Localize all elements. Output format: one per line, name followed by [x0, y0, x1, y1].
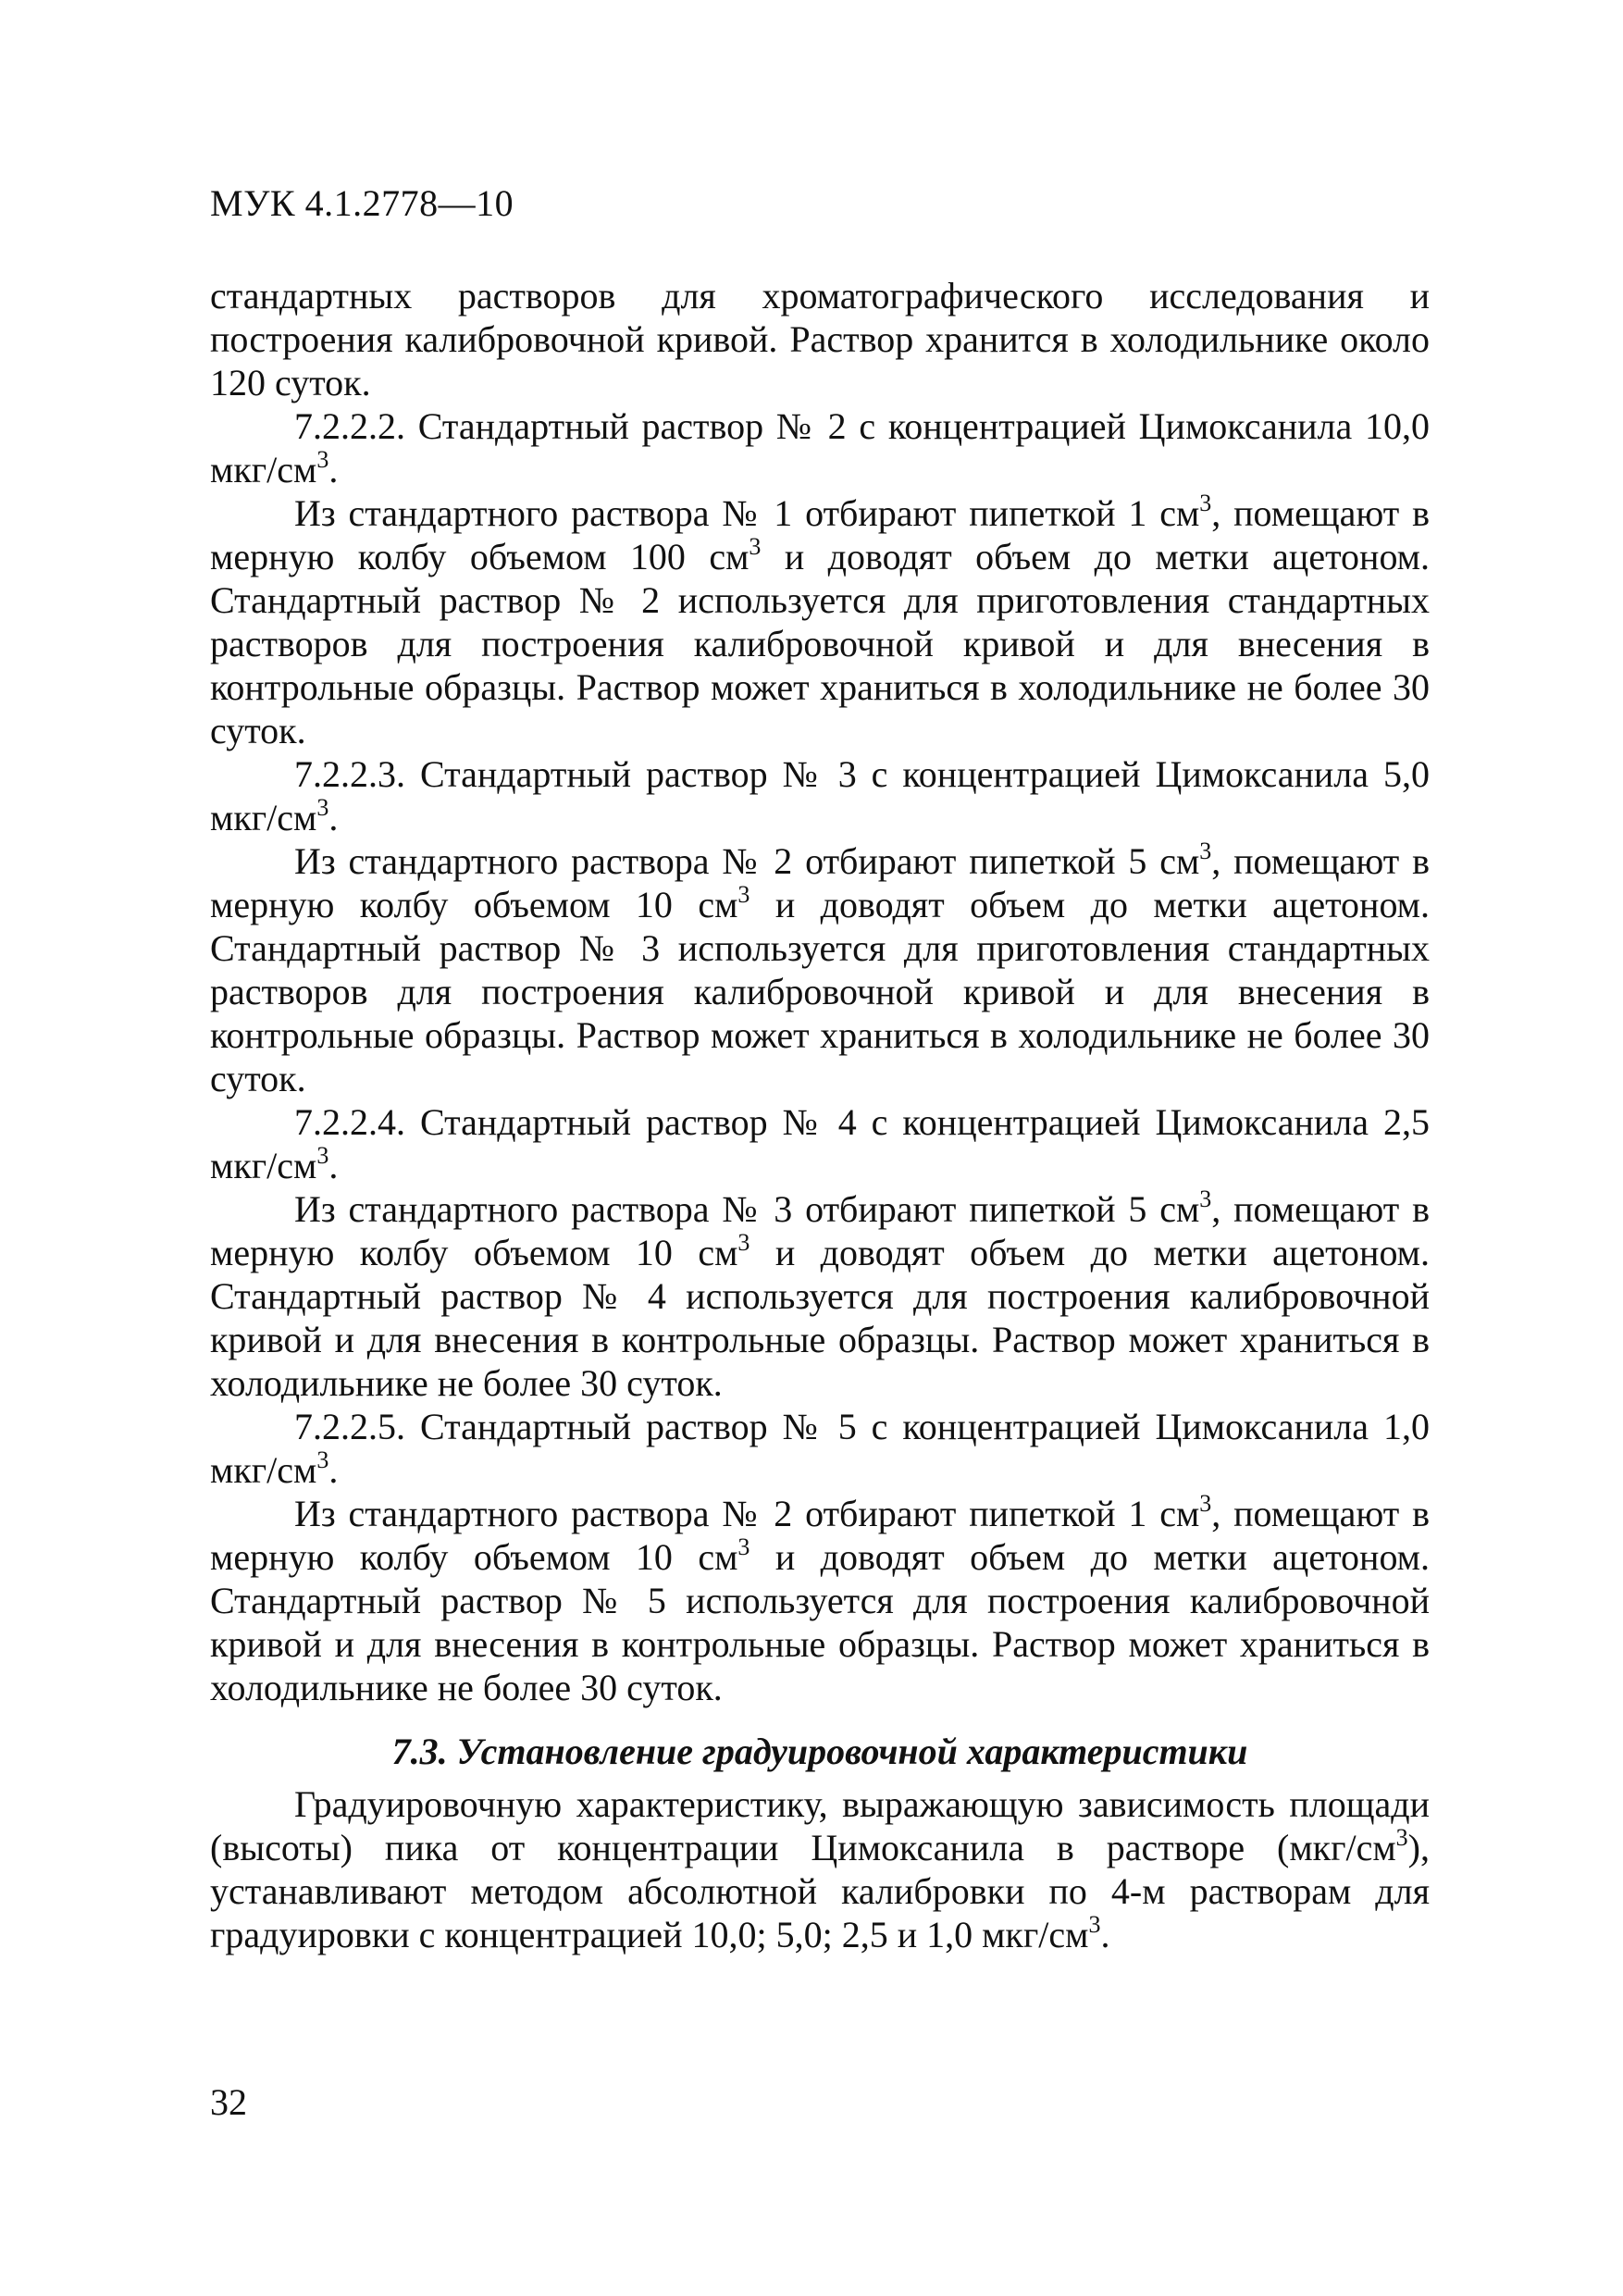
superscript: 3 [316, 1446, 329, 1473]
superscript: 3 [737, 1533, 750, 1560]
subsection-7-2-2-2 [210, 404, 1430, 491]
paragraph-text: Из стандартного раствора № 1 отбирают пипеткой 1 см [294, 492, 1200, 534]
superscript: 3 [316, 793, 329, 821]
superscript: 3 [316, 1141, 329, 1169]
punctuation: . [1100, 1914, 1110, 1955]
superscript: 3 [749, 532, 762, 560]
superscript: 3 [316, 445, 329, 473]
paragraph-continuation [210, 274, 1430, 404]
subsection-text: 7.2.2.3. Стандартный раствор № 3 с концентрацией Цимоксанила 5,0 мкг/см [210, 753, 1430, 838]
paragraph-calibration [210, 1782, 1430, 1956]
paragraph-text: , помещают в мерную колбу объемом 10 см [210, 840, 1430, 925]
paragraph-text: , помещают в мерную колбу объемом 100 см [210, 492, 1430, 577]
paragraph-solution-5 [210, 1489, 1430, 1709]
paragraph-text: , помещают в мерную колбу объемом 10 см [210, 1188, 1430, 1273]
paragraph-text: ), устанавливают методом абсолютной калибровки по 4-м растворам для градуировки с концентрацией 10,0; 5,0; 2,5 и 1,0 мкг/см [210, 1827, 1430, 1955]
paragraph-text: и доводят объем до метки ацетоном. Стандартный раствор № 3 используется для приготовления стандартных растворов для построения калибровочной кривой и для внесения в контрольные образцы. Раствор может храниться в холодильнике не более 30 суток. [210, 884, 1430, 1099]
body-text [210, 274, 1430, 1956]
paragraph-text: Из стандартного раствора № 2 отбирают пипеткой 5 см [294, 840, 1200, 882]
page-number: 32 [210, 2081, 247, 2123]
punctuation: . [328, 449, 339, 490]
paragraph-text: Из стандартного раствора № 3 отбирают пипеткой 5 см [294, 1188, 1200, 1230]
running-head: МУК 4.1.2778—10 [210, 182, 514, 224]
superscript: 3 [737, 880, 750, 908]
subsection-7-2-2-5 [210, 1405, 1430, 1492]
superscript: 3 [737, 1228, 750, 1256]
subsection-text: 7.2.2.5. Стандартный раствор № 5 с концентрацией Цимоксанила 1,0 мкг/см [210, 1406, 1430, 1491]
superscript: 3 [1199, 489, 1212, 516]
superscript: 3 [1199, 1185, 1212, 1212]
section-heading-7-3: 7.3. Установление градуировочной характеристики [391, 1731, 1248, 1772]
paragraph-text: Градуировочную характеристику, выражающую зависимость площади (высоты) пика от концентрации Цимоксанила в растворе (мкг/см [210, 1783, 1430, 1868]
paragraph-text: и доводят объем до метки ацетоном. Стандартный раствор № 5 используется для построения калибровочной кривой и для внесения в контрольные образцы. Раствор может храниться в холодильнике не более 30 суток. [210, 1536, 1430, 1708]
paragraph-solution-3 [210, 839, 1430, 1100]
paragraph-text: и доводят объем до метки ацетоном. Стандартный раствор № 4 используется для построения калибровочной кривой и для внесения в контрольные образцы. Раствор может храниться в холодильнике не более 30 суток. [210, 1232, 1430, 1404]
punctuation: . [328, 797, 339, 838]
superscript: 3 [1395, 1823, 1408, 1851]
paragraph-text: Из стандартного раствора № 2 отбирают пипеткой 1 см [294, 1493, 1200, 1534]
paragraph-text: и доводят объем до метки ацетоном. Стандартный раствор № 2 используется для приготовления стандартных растворов для построения калибровочной кривой и для внесения в контрольные образцы. Раствор может храниться в холодильнике не более 30 суток. [210, 536, 1430, 751]
subsection-7-2-2-4 [210, 1100, 1430, 1187]
subsection-text: 7.2.2.2. Стандартный раствор № 2 с концентрацией Цимоксанила 10,0 мкг/см [210, 405, 1430, 490]
superscript: 3 [1088, 1910, 1101, 1938]
superscript: 3 [1199, 1489, 1212, 1517]
superscript: 3 [1199, 837, 1212, 864]
subsection-7-2-2-3 [210, 752, 1430, 839]
paragraph-text: , помещают в мерную колбу объемом 10 см [210, 1493, 1430, 1578]
punctuation: . [328, 1449, 339, 1491]
punctuation: . [328, 1145, 339, 1186]
paragraph-solution-2 [210, 491, 1430, 752]
paragraph-text: стандартных растворов для хроматографического исследования и построения калибровочной кривой. Раствор хранится в холодильнике около 120 суток. [210, 275, 1430, 403]
paragraph-solution-4 [210, 1187, 1430, 1405]
subsection-text: 7.2.2.4. Стандартный раствор № 4 с концентрацией Цимоксанила 2,5 мкг/см [210, 1101, 1430, 1186]
